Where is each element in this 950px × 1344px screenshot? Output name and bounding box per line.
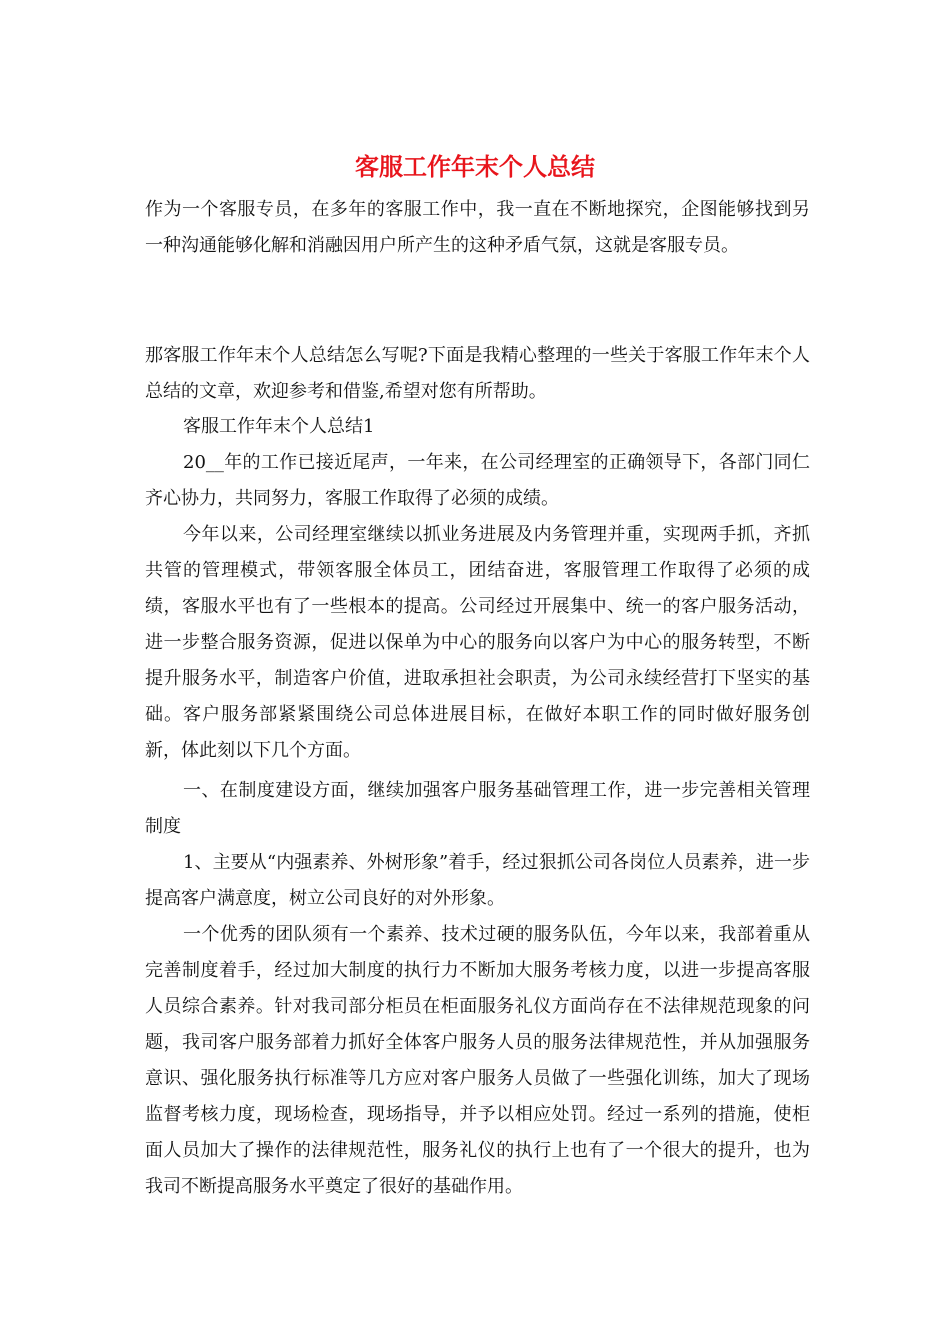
intro-paragraph: 作为一个客服专员，在多年的客服工作中，我一直在不断地探究，企图能够找到另一种沟通能够化解和消融因用户所产生的这种矛盾气氛，这就是客服专员。	[145, 199, 810, 256]
paragraph-point-one: 1、主要从“内强素养、外树形象”着手，经过狠抓公司各岗位人员素养，进一步提高客户满意度，树立公司良好的对外形象。	[145, 852, 810, 909]
paragraph-team-quality: 一个优秀的团队须有一个素养、技术过硬的服务队伍，今年以来，我部着重从完善制度着手，经过加大制度的执行力不断加大服务考核力度，以进一步提高客服人员综合素养。针对我司部分柜员在柜面服务礼仪方面尚存在不法律规范现象的问题，我司客户服务部着力抓好全体客户服务人员的服务法律规范性，并从加强服务意识、强化服务执行标准等几方应对客户服务人员做了一些强化训练，加大了现场监督考核力度，现场检查，现场指导，并予以相应处罚。经过一系列的措施，使柜面人员加大了操作的法律规范性，服务礼仪的执行上也有了一个很大的提升，也为我司不断提高服务水平奠定了很好的基础作用。	[145, 924, 810, 1197]
paragraph-system-building: 一、在制度建设方面，继续加强客户服务基础管理工作，进一步完善相关管理制度	[145, 780, 810, 837]
paragraph-management-mode: 今年以来，公司经理室继续以抓业务进展及内务管理并重，实现两手抓，齐抓共管的管理模式，带领客服全体员工，团结奋进，客服管理工作取得了必须的成绩，客服水平也有了一些根本的提高。公司经过开展集中、统一的客户服务活动，进一步整合服务资源，促进以保单为中心的服务向以客户为中心的服务转型，不断提升服务水平，制造客户价值，进取承担社会职责，为公司永续经营打下坚实的基础。客户服务部紧紧围绕公司总体进展目标，在做好本职工作的同时做好服务创新，体此刻以下几个方面。	[145, 524, 810, 761]
lead-paragraph: 那客服工作年末个人总结怎么写呢?下面是我精心整理的一些关于客服工作年末个人总结的文章，欢迎参考和借鉴,希望对您有所帮助。	[145, 345, 810, 402]
paragraph-year-summary: 20__年的工作已接近尾声，一年来，在公司经理室的正确领导下，各部门同仁齐心协力，共同努力，客服工作取得了必须的成绩。	[145, 452, 810, 509]
document-title: 客服工作年末个人总结	[355, 153, 595, 181]
section-heading: 客服工作年末个人总结1	[183, 416, 375, 437]
